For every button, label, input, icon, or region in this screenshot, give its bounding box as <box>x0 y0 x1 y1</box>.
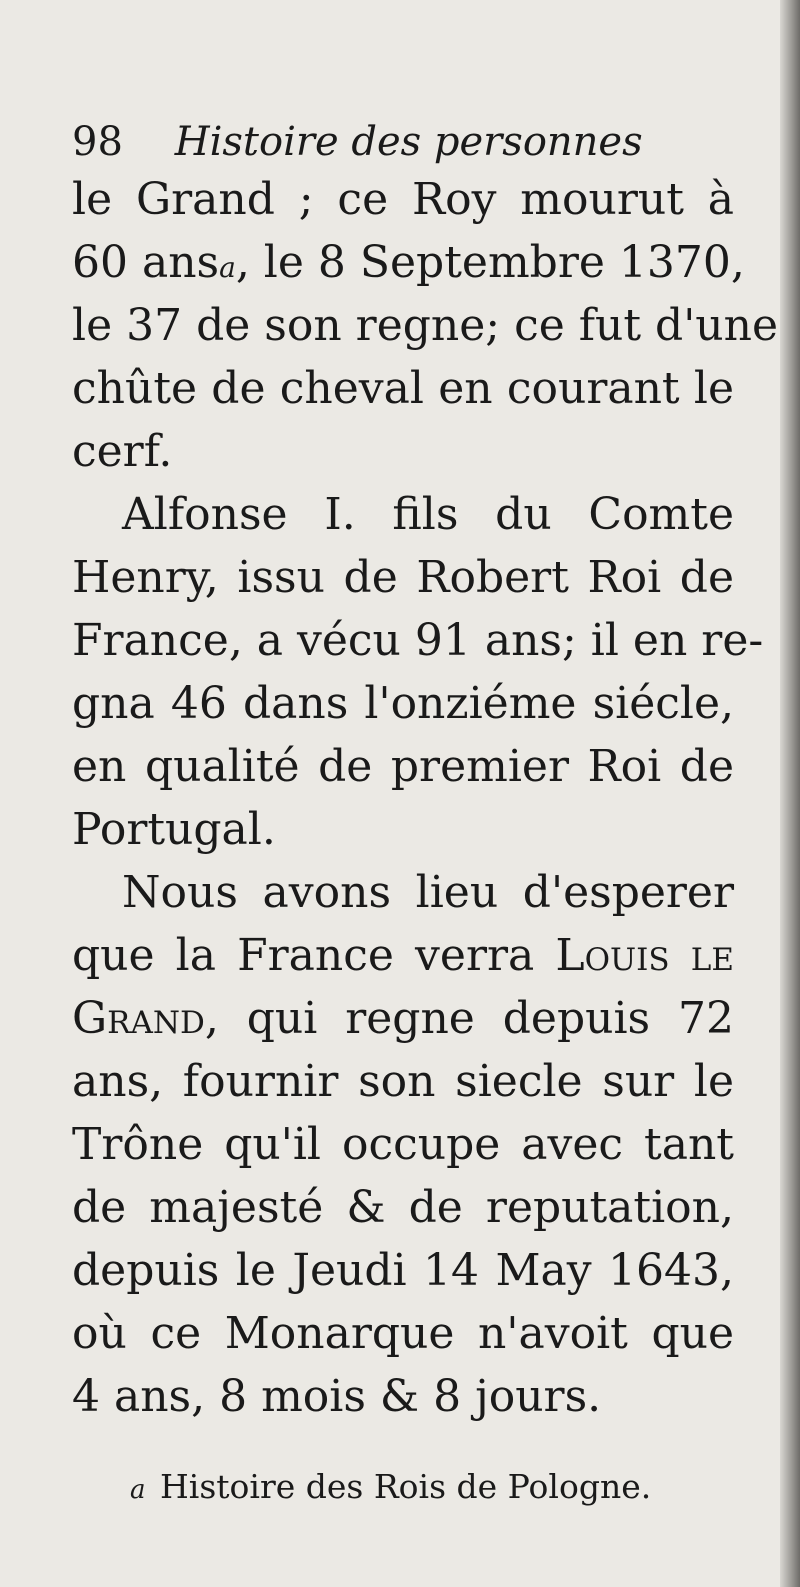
paragraph-3 <box>72 861 734 1428</box>
text-line: Alfonse I. fils du Comte <box>122 489 734 540</box>
text-line: ans, fournir son siecle sur le <box>72 1056 734 1107</box>
text-line: depuis le Jeudi 14 May 1643, <box>72 1245 734 1296</box>
text-line: 4 ans, 8 mois & 8 jours. <box>72 1371 602 1422</box>
page-number: 98 <box>72 119 123 165</box>
text-line: Henry, issu de Robert Roi de <box>72 552 734 603</box>
text-line: Nous avons lieu d'esperer <box>122 867 734 918</box>
page-edge-shadow <box>780 0 800 1587</box>
text-line: cerf. <box>72 426 173 477</box>
text-segment: que la France verra <box>72 930 556 981</box>
king-name: Grand <box>72 993 205 1044</box>
text-line: où ce Monarque n'avoit que <box>72 1308 734 1359</box>
footnote-reference: a <box>219 251 236 284</box>
text-line: en qualité de premier Roi de <box>72 741 734 792</box>
paragraph-2 <box>72 483 764 861</box>
text-line: France, a vécu 91 ans; il en re- <box>72 615 764 666</box>
text-line: le 37 de son regne; ce fut d'une <box>72 300 779 351</box>
text-segment: , le 8 Septembre 1370, <box>235 237 745 288</box>
footnote <box>130 1462 690 1515</box>
text-segment: , qui regne depuis 72 <box>204 993 734 1044</box>
text-line: chûte de cheval en courant le <box>72 363 734 414</box>
text-line <box>72 987 734 1050</box>
text-line <box>72 924 734 987</box>
king-name: Louis le <box>555 930 734 981</box>
running-title: Histoire des personnes <box>174 119 643 165</box>
footnote-text: Histoire des Rois de Pologne. <box>160 1467 652 1506</box>
text-line <box>72 231 745 294</box>
text-line: de majesté & de reputation, <box>72 1182 734 1233</box>
text-segment: 60 ans <box>72 237 220 288</box>
paragraph-1 <box>72 168 779 483</box>
text-line: Trône qu'il occupe avec tant <box>72 1119 734 1170</box>
footnote-marker: a <box>130 1475 146 1505</box>
text-line: Portugal. <box>72 804 276 855</box>
text-line: le Grand ; ce Roy mourut à <box>72 174 734 225</box>
body-text <box>72 168 779 1428</box>
page-header <box>72 112 672 172</box>
text-line: gna 46 dans l'onziéme siécle, <box>72 678 734 729</box>
